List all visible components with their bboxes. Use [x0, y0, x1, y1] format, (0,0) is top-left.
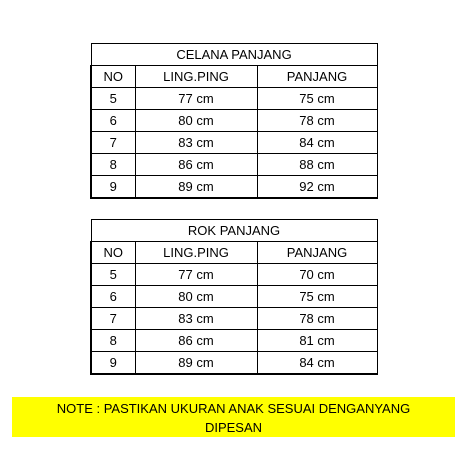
cell-no: 6 — [91, 110, 135, 132]
table-title-row — [91, 220, 377, 242]
cell-no: 9 — [91, 352, 135, 375]
table-row — [91, 352, 377, 375]
cell-ling-ping: 83 cm — [135, 132, 257, 154]
table-row — [91, 88, 377, 110]
table-title: CELANA PANJANG — [91, 44, 377, 66]
table-row — [91, 330, 377, 352]
cell-panjang: 81 cm — [257, 330, 377, 352]
header-panjang: PANJANG — [257, 242, 377, 264]
cell-panjang: 78 cm — [257, 110, 377, 132]
cell-no: 8 — [91, 154, 135, 176]
header-ling-ping: LING.PING — [135, 242, 257, 264]
table-row — [91, 264, 377, 286]
cell-panjang: 70 cm — [257, 264, 377, 286]
cell-no: 7 — [91, 132, 135, 154]
table-row — [91, 308, 377, 330]
celana-panjang-size-table — [90, 43, 378, 199]
table-row — [91, 132, 377, 154]
cell-no: 6 — [91, 286, 135, 308]
table-row — [91, 154, 377, 176]
header-ling-ping: LING.PING — [135, 66, 257, 88]
header-no: NO — [91, 242, 135, 264]
order-note — [12, 397, 455, 437]
cell-ling-ping: 77 cm — [135, 88, 257, 110]
cell-panjang: 78 cm — [257, 308, 377, 330]
cell-panjang: 88 cm — [257, 154, 377, 176]
header-no: NO — [91, 66, 135, 88]
cell-no: 8 — [91, 330, 135, 352]
cell-panjang: 92 cm — [257, 176, 377, 199]
table-row — [91, 110, 377, 132]
cell-ling-ping: 77 cm — [135, 264, 257, 286]
cell-panjang: 84 cm — [257, 132, 377, 154]
table-row — [91, 176, 377, 199]
cell-ling-ping: 86 cm — [135, 330, 257, 352]
cell-ling-ping: 89 cm — [135, 176, 257, 199]
cell-ling-ping: 80 cm — [135, 110, 257, 132]
cell-panjang: 84 cm — [257, 352, 377, 375]
header-panjang: PANJANG — [257, 66, 377, 88]
rok-panjang-size-table — [90, 219, 378, 375]
table-header-row — [91, 66, 377, 88]
cell-ling-ping: 83 cm — [135, 308, 257, 330]
cell-panjang: 75 cm — [257, 88, 377, 110]
cell-panjang: 75 cm — [257, 286, 377, 308]
cell-no: 9 — [91, 176, 135, 199]
cell-ling-ping: 80 cm — [135, 286, 257, 308]
note-line-2: DIPESAN — [204, 420, 263, 435]
table-title: ROK PANJANG — [91, 220, 377, 242]
note-line-1: NOTE : PASTIKAN UKURAN ANAK SESUAI DENGANYANG — [56, 401, 411, 416]
cell-ling-ping: 86 cm — [135, 154, 257, 176]
cell-no: 7 — [91, 308, 135, 330]
cell-no: 5 — [91, 264, 135, 286]
table-header-row — [91, 242, 377, 264]
table-row — [91, 286, 377, 308]
cell-no: 5 — [91, 88, 135, 110]
cell-ling-ping: 89 cm — [135, 352, 257, 375]
table-title-row — [91, 44, 377, 66]
